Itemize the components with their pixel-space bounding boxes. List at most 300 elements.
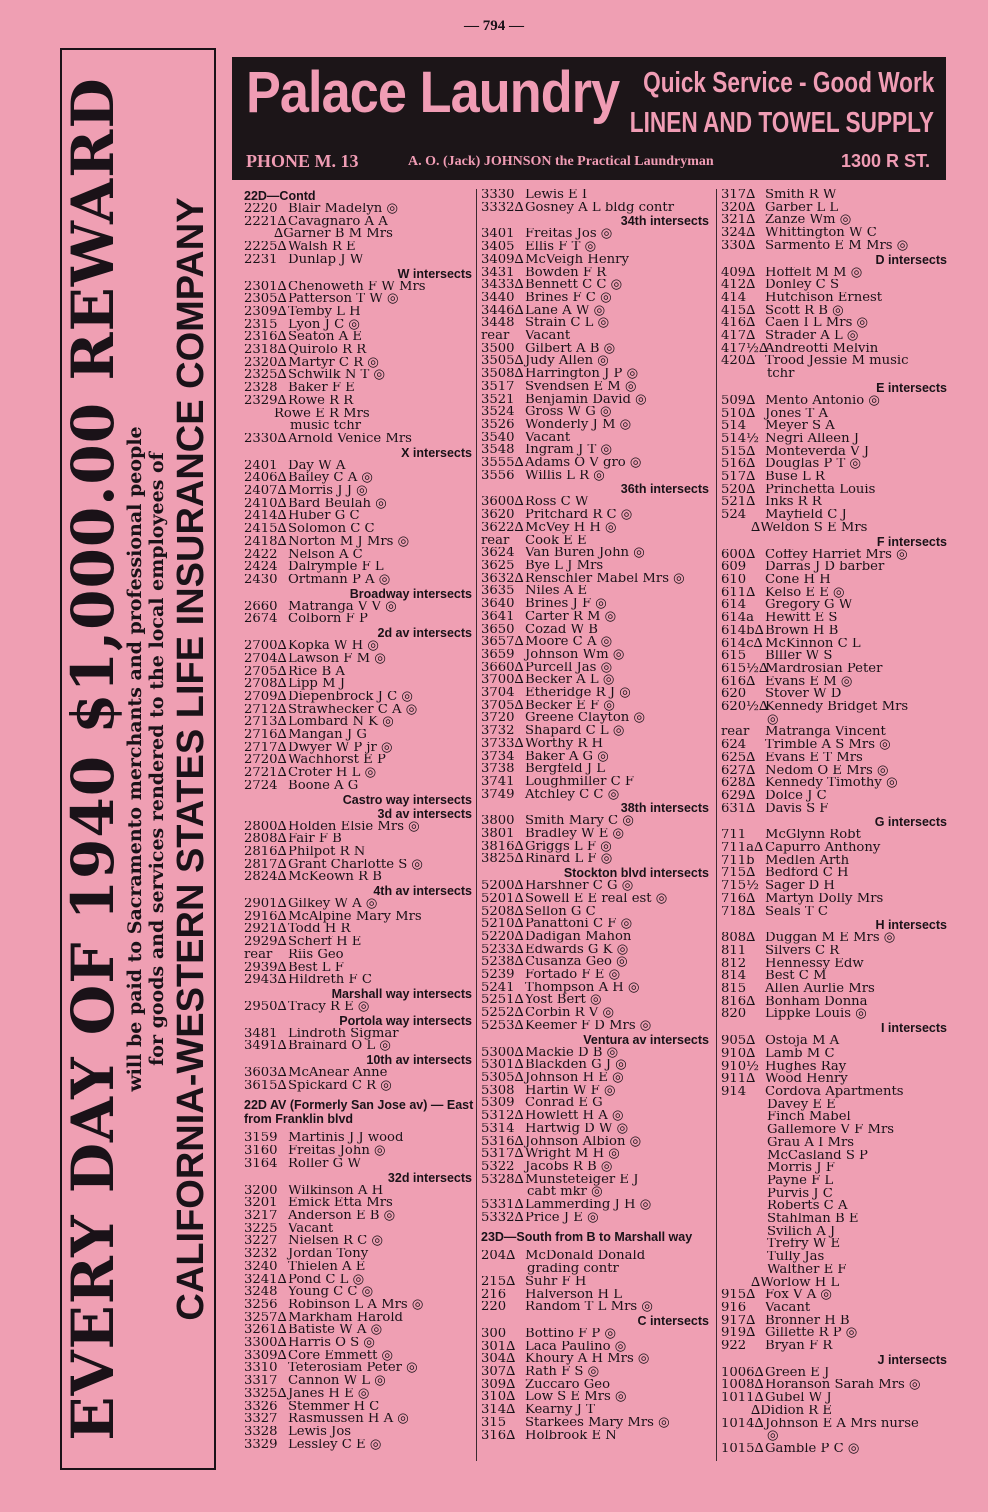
directory-entry: [721, 612, 949, 625]
resident-name: Wonderly J M ◎: [525, 418, 632, 432]
directory-entry: [244, 306, 474, 319]
resident-name: Gross W G ◎: [525, 406, 612, 419]
directory-subentry: Roberts C A: [767, 1200, 848, 1214]
resident-name: Bergfeld J L: [525, 763, 606, 776]
directory-entry: [481, 1353, 711, 1366]
directory-entry: [481, 1276, 711, 1289]
directory-entry: [721, 587, 949, 600]
directory-entry: [721, 893, 949, 906]
resident-name: Hennessy Edw: [765, 957, 864, 971]
resident-name: McKinnon C L: [765, 637, 861, 651]
directory-subentry: Grau A I Mrs: [767, 1136, 855, 1150]
house-number: 3816∆: [481, 840, 524, 854]
directory-subentry: ∆Didion R E: [751, 1404, 833, 1418]
resident-name: Day W A: [288, 459, 346, 473]
directory-entry: [244, 871, 474, 884]
directory-entry: [244, 974, 474, 987]
house-number: 2916∆: [244, 910, 287, 924]
resident-name: Lamb M C: [765, 1047, 835, 1061]
resident-name: Gosney A L bldg contr: [525, 201, 675, 215]
resident-name: Schwilk N T ◎: [288, 369, 386, 383]
directory-entry: [721, 701, 949, 714]
directory-entry: [721, 945, 949, 958]
resident-name: Purcell Jas ◎: [525, 661, 613, 675]
resident-name: Jacobs R B ◎: [525, 1160, 613, 1174]
cross-street-heading: I intersects: [880, 1021, 947, 1036]
resident-name: Arnold Venice Mrs: [288, 432, 412, 446]
directory-entry: [721, 1327, 949, 1340]
resident-name: Best C M: [765, 970, 827, 984]
directory-entry: [244, 640, 474, 653]
house-number: 914: [721, 1086, 747, 1099]
directory-entry: [244, 1080, 474, 1093]
directory-entry: [244, 1312, 474, 1325]
resident-name: Cavagnaro A A: [288, 215, 388, 229]
house-number: 2422: [244, 548, 278, 562]
resident-name: Zanze Wm ◎: [765, 214, 852, 228]
directory-entry: [481, 509, 711, 522]
resident-name: Willis L R ◎: [525, 469, 605, 483]
resident-name: Stemmer H C: [288, 1400, 380, 1414]
house-number: 420∆: [721, 355, 756, 369]
resident-name: McAnear Anne: [288, 1067, 388, 1080]
resident-name: Cook E E: [525, 534, 587, 548]
house-number: 3431: [481, 266, 515, 280]
resident-name: Baker F E: [288, 382, 355, 395]
resident-name: Adams O V gro ◎: [525, 457, 642, 470]
directory-entry: [244, 898, 474, 911]
house-number: rear: [721, 726, 750, 740]
house-number: 3257∆: [244, 1311, 287, 1325]
directory-entry: [721, 1008, 949, 1021]
resident-name: Brines J F ◎: [525, 598, 607, 611]
house-number: 1006∆: [721, 1366, 764, 1380]
tagline-service: Quick Service - Good Work: [642, 67, 934, 99]
resident-name: Teterosiam Peter ◎: [288, 1362, 418, 1376]
directory-entry: [244, 1067, 474, 1080]
resident-name: Greene Clayton ◎: [525, 712, 645, 726]
directory-entry: [481, 662, 711, 675]
directory-entry: [481, 674, 711, 687]
directory-entry: [244, 1439, 474, 1452]
directory-entry: [721, 752, 949, 765]
directory-subentry: ∆Worlow H L: [751, 1276, 840, 1290]
directory-entry: [244, 742, 474, 755]
house-number: 417½∆: [721, 342, 769, 356]
directory-entry: [244, 678, 474, 691]
directory-entry: [481, 381, 711, 394]
directory-subentry: music tchr: [290, 420, 362, 433]
resident-name: Sager D H: [765, 880, 835, 893]
house-number: 2418∆: [244, 535, 287, 549]
resident-name: Price J E ◎: [525, 1211, 599, 1225]
directory-entry: [244, 780, 474, 793]
directory-entry: [481, 1161, 711, 1174]
directory-subentry: Gallemore V F Mrs: [767, 1124, 895, 1137]
house-number: 2330∆: [244, 432, 287, 446]
resident-name: Pond C L ◎: [288, 1273, 365, 1287]
directory-entry: [721, 1289, 949, 1302]
resident-name: Spickard C R ◎: [288, 1079, 392, 1093]
house-number: 416∆: [721, 317, 756, 331]
directory-entry: [481, 1136, 711, 1149]
house-number: 2950∆: [244, 1000, 287, 1014]
directory-entry: [481, 956, 711, 969]
house-number: 3310: [244, 1362, 278, 1376]
resident-name: Wright M H ◎: [525, 1148, 620, 1161]
resident-name: Low S E Mrs ◎: [525, 1391, 627, 1405]
house-number: 2325∆: [244, 369, 287, 383]
cross-street-heading: H intersects: [875, 918, 947, 933]
directory-entry: [721, 1443, 949, 1456]
directory-entry: [244, 936, 474, 949]
directory-entry: [244, 395, 474, 408]
house-number: 2901∆: [244, 898, 287, 911]
house-number: 711b: [721, 854, 755, 868]
directory-entry: [721, 202, 949, 215]
resident-name: Shapard C L ◎: [525, 725, 625, 738]
house-number: 919∆: [721, 1327, 756, 1341]
resident-name: Random T L Mrs ◎: [525, 1301, 653, 1314]
house-number: 2231: [244, 253, 278, 267]
cross-street-heading: Portola way intersects: [339, 1013, 472, 1028]
house-number: 3325∆: [244, 1387, 287, 1401]
resident-name: Janes H E ◎: [288, 1387, 370, 1401]
directory-entry: [244, 1274, 474, 1287]
house-number: 5253∆: [481, 1019, 524, 1033]
house-number: 3548: [481, 444, 515, 458]
resident-name: Monteverda V J: [765, 445, 870, 459]
house-number: 3524: [481, 406, 515, 419]
directory-entry: [721, 1035, 949, 1048]
directory-entry: [481, 254, 711, 267]
resident-name: Bard Beulah ◎: [288, 497, 387, 511]
directory-entry: [244, 510, 474, 523]
house-number: 2939∆: [244, 961, 287, 975]
house-number: 315: [481, 1416, 507, 1430]
directory-entry: [481, 853, 711, 866]
house-number: 627∆: [721, 764, 756, 778]
house-number: 216: [481, 1288, 507, 1302]
house-number: 2720∆: [244, 754, 287, 768]
directory-entry: [244, 523, 474, 536]
house-number: 2712∆: [244, 703, 287, 717]
house-number: 610: [721, 573, 747, 587]
house-number: 3738: [481, 763, 515, 776]
resident-name: Scherf H E: [288, 936, 362, 949]
directory-entry: [721, 561, 949, 574]
resident-name: Temby L H: [288, 305, 361, 319]
cross-street-heading: F intersects: [876, 534, 947, 549]
resident-name: McVeigh Henry: [525, 253, 629, 267]
resident-name: Bryan F R: [765, 1340, 833, 1353]
house-number: 2705∆: [244, 665, 287, 679]
house-number: 3624: [481, 547, 515, 560]
resident-name: Bennett C C ◎: [525, 279, 623, 292]
house-number: 414: [721, 291, 747, 305]
resident-name: Baker A G ◎: [525, 750, 609, 764]
cross-street-heading: Ventura av intersects: [583, 1032, 709, 1047]
directory-entry: [481, 585, 711, 598]
directory-entry: [244, 319, 474, 332]
directory-entry: [481, 292, 711, 305]
house-number: 5252∆: [481, 1007, 524, 1020]
resident-name: Martyr C R ◎: [288, 356, 379, 370]
reward-headline: EVERY DAY OF 1940 $1,000.00 REWARD: [59, 77, 127, 1441]
resident-name: Gubel W J: [765, 1392, 832, 1405]
resident-name: Strawhecker C A ◎: [288, 703, 418, 717]
directory-entry: [244, 561, 474, 574]
house-number: 3705∆: [481, 699, 524, 713]
resident-name: Andreotti Melvin: [765, 342, 879, 356]
directory-entry: [721, 803, 949, 816]
directory-entry: [721, 829, 949, 842]
resident-name: Lawson F M ◎: [288, 652, 386, 666]
house-number: 820: [721, 1008, 747, 1022]
house-number: 204∆: [481, 1250, 516, 1264]
directory-entry: [481, 457, 711, 470]
directory-entry: [244, 704, 474, 717]
house-number: 811: [721, 944, 747, 958]
house-number: 3800: [481, 815, 515, 829]
house-number: 3328: [244, 1425, 278, 1439]
house-number: 317∆: [721, 189, 756, 202]
directory-entry: [244, 1248, 474, 1261]
house-number: 5314: [481, 1122, 515, 1136]
directory-entry: [244, 691, 474, 704]
cross-street-heading: Broadway intersects: [349, 586, 472, 601]
house-number: 3732: [481, 725, 515, 738]
directory-entry: [244, 1375, 474, 1388]
house-number: 324∆: [721, 227, 756, 240]
directory-entry: [481, 1212, 711, 1225]
house-number: 628∆: [721, 777, 756, 790]
header-info-bar: [232, 149, 946, 180]
reward-subline-1: will be paid to Sacramento merchants and professional people: [124, 426, 146, 1092]
house-number: 3200: [244, 1184, 278, 1198]
directory-subentry: Stahlman B E: [767, 1213, 859, 1226]
resident-name: Howlett H A ◎: [525, 1110, 624, 1123]
house-number: 2329∆: [244, 394, 287, 408]
resident-name: Wachhorst E P: [288, 754, 386, 768]
cross-street-heading: 2d av intersects: [377, 626, 472, 641]
directory-entry: [244, 1028, 474, 1041]
column-divider: [716, 189, 717, 1461]
resident-name: Quirolo R R: [288, 344, 367, 357]
house-number: 5317∆: [481, 1148, 524, 1161]
directory-subentry: ◎: [767, 1430, 779, 1443]
resident-name: Seals T C: [765, 905, 828, 919]
directory-entry: [721, 408, 949, 421]
directory-entry: [244, 498, 474, 511]
resident-name: Halverson H L: [525, 1288, 622, 1302]
directory-entry: [481, 343, 711, 356]
directory-entry: [481, 241, 711, 254]
resident-name: Fortado F E ◎: [525, 969, 621, 982]
directory-entry: [721, 240, 949, 253]
house-number: 716∆: [721, 892, 756, 906]
resident-name: Renschler Mabel Mrs ◎: [525, 572, 685, 586]
house-number: 2410∆: [244, 497, 287, 511]
directory-entry: [721, 1367, 949, 1380]
directory-entry: [481, 496, 711, 509]
house-number: 3401: [481, 228, 515, 242]
house-number: 2221∆: [244, 215, 287, 229]
house-number: 2309∆: [244, 305, 287, 319]
house-number: 3448: [481, 317, 515, 331]
directory-entry: [481, 1199, 711, 1212]
directory-entry: [481, 522, 711, 535]
resident-name: Edwards G K ◎: [525, 943, 629, 957]
resident-name: Khoury A H Mrs ◎: [525, 1353, 650, 1367]
directory-entry: [481, 1110, 711, 1123]
directory-entry: [721, 970, 949, 983]
house-number: 624: [721, 739, 747, 752]
house-number: rear: [244, 948, 273, 962]
house-number: 3555∆: [481, 457, 524, 470]
house-number: 917∆: [721, 1314, 756, 1328]
directory-entry: [244, 653, 474, 666]
directory-entry: [721, 1379, 949, 1392]
resident-name: Worthy R H: [525, 737, 603, 751]
cross-street-heading: J intersects: [877, 1352, 947, 1367]
house-number: 815: [721, 983, 747, 996]
directory-entry: [244, 1001, 474, 1014]
resident-name: Kopka W H ◎: [288, 640, 379, 653]
resident-name: Munsteteiger E J: [525, 1173, 639, 1187]
house-number: 2407∆: [244, 485, 287, 498]
phone-number: PHONE M. 13: [246, 151, 359, 171]
resident-name: Todd H R: [288, 923, 351, 937]
house-number: 3309∆: [244, 1349, 287, 1363]
resident-name: Brown H B: [765, 624, 839, 638]
resident-name: Davis S F: [765, 802, 829, 816]
house-number: 309∆: [481, 1378, 516, 1392]
house-number: 1008∆: [721, 1379, 764, 1393]
resident-name: Wood Henry: [765, 1073, 848, 1086]
house-number: 517∆: [721, 471, 756, 484]
directory-subentry: Morris J F: [767, 1162, 835, 1175]
house-number: 2315: [244, 318, 278, 332]
resident-name: Jordan Tony: [288, 1248, 369, 1261]
house-number: 409∆: [721, 266, 756, 280]
resident-name: Freitas Jos ◎: [525, 228, 613, 242]
resident-name: Keemer F D Mrs ◎: [525, 1019, 652, 1033]
directory-entry: [721, 663, 949, 676]
resident-name: Dwyer W P jr ◎: [288, 741, 393, 755]
resident-name: Blackden G J ◎: [525, 1059, 627, 1072]
directory-entry: [481, 535, 711, 548]
directory-entry: [481, 994, 711, 1007]
resident-name: Harrington J P ◎: [525, 368, 639, 381]
resident-name: Blller W S: [765, 650, 833, 663]
directory-entry: [481, 776, 711, 789]
resident-name: Gillette R P ◎: [765, 1327, 858, 1341]
resident-name: Matranga V V ◎: [288, 600, 397, 614]
resident-name: Etheridge R J ◎: [525, 687, 631, 700]
directory-subentry: ∆Garner B M Mrs: [274, 228, 393, 242]
directory-entry: [481, 828, 711, 841]
resident-name: Johnson H E ◎: [525, 1072, 624, 1085]
directory-entry: [244, 344, 474, 357]
directory-entry: [721, 1340, 949, 1353]
house-number: 2716∆: [244, 729, 287, 742]
house-number: 3556: [481, 469, 515, 483]
house-number: 2713∆: [244, 716, 287, 730]
resident-name: McGlynn Robt: [765, 829, 861, 843]
directory-entry: [721, 1061, 949, 1074]
directory-entry: [244, 574, 474, 587]
resident-name: Bowden F R: [525, 266, 607, 280]
house-number: 3261∆: [244, 1324, 287, 1338]
resident-name: Core Emmett ◎: [288, 1349, 394, 1363]
resident-name: Grant Charlotte S ◎: [288, 858, 423, 872]
house-number: 631∆: [721, 802, 756, 816]
directory-entry: [481, 202, 711, 215]
resident-name: Laca Paulino ◎: [525, 1340, 627, 1354]
resident-name: Garber L L: [765, 201, 839, 215]
house-number: 3620: [481, 509, 515, 522]
house-number: 2414∆: [244, 510, 287, 524]
resident-name: Boone A G: [288, 779, 359, 793]
house-number: 1015∆: [721, 1442, 764, 1456]
house-number: 2817∆: [244, 858, 287, 872]
house-number: 509∆: [721, 394, 756, 408]
resident-name: Vacant: [288, 1222, 334, 1236]
directory-entry: [244, 1223, 474, 1236]
house-number: 3635: [481, 585, 515, 599]
resident-name: Harshner C G ◎: [525, 880, 634, 893]
house-number: 614a: [721, 612, 755, 625]
directory-entry: [721, 420, 949, 433]
directory-entry: [481, 1391, 711, 1404]
directory-entry: [244, 1040, 474, 1053]
street-heading: 22D AV (Formerly San Jose av) — East from Franklin blvd: [244, 1098, 474, 1127]
directory-entry: [481, 893, 711, 906]
business-name: Palace Laundry: [246, 60, 620, 125]
resident-name: Donley C S: [765, 279, 839, 292]
directory-column-2: [481, 189, 711, 1442]
house-number: 615½∆: [721, 662, 769, 676]
page-number: — 794 —: [464, 18, 524, 34]
resident-name: Seaton A E: [288, 331, 362, 345]
house-number: 2301∆: [244, 280, 287, 294]
resident-name: Panattoni C F ◎: [525, 918, 633, 931]
resident-name: Ellis F T ◎: [525, 241, 597, 254]
directory-subentry: Tully Jas: [767, 1251, 825, 1264]
directory-entry: [721, 509, 949, 522]
directory-entry: [721, 330, 949, 343]
cross-street-heading: 10th av intersects: [366, 1053, 472, 1068]
street-continued-heading: 22D—Contd: [244, 189, 316, 203]
house-number: 5210∆: [481, 918, 524, 931]
directory-entry: [721, 214, 949, 227]
resident-name: Judy Allen ◎: [525, 355, 609, 369]
resident-name: Darras J D barber: [765, 561, 885, 574]
directory-entry: [721, 471, 949, 484]
directory-entry: [721, 267, 949, 280]
directory-entry: [721, 227, 949, 240]
directory-entry: [481, 1085, 711, 1098]
cross-street-heading: C intersects: [637, 1313, 709, 1328]
cross-street-heading: 32d intersects: [387, 1170, 472, 1185]
directory-entry: [721, 932, 949, 945]
resident-name: Smith R W: [765, 189, 837, 202]
resident-name: Zuccaro Geo: [525, 1378, 611, 1392]
resident-name: Fair F B: [288, 833, 342, 846]
directory-entry: [721, 958, 949, 971]
directory-entry: [481, 815, 711, 828]
